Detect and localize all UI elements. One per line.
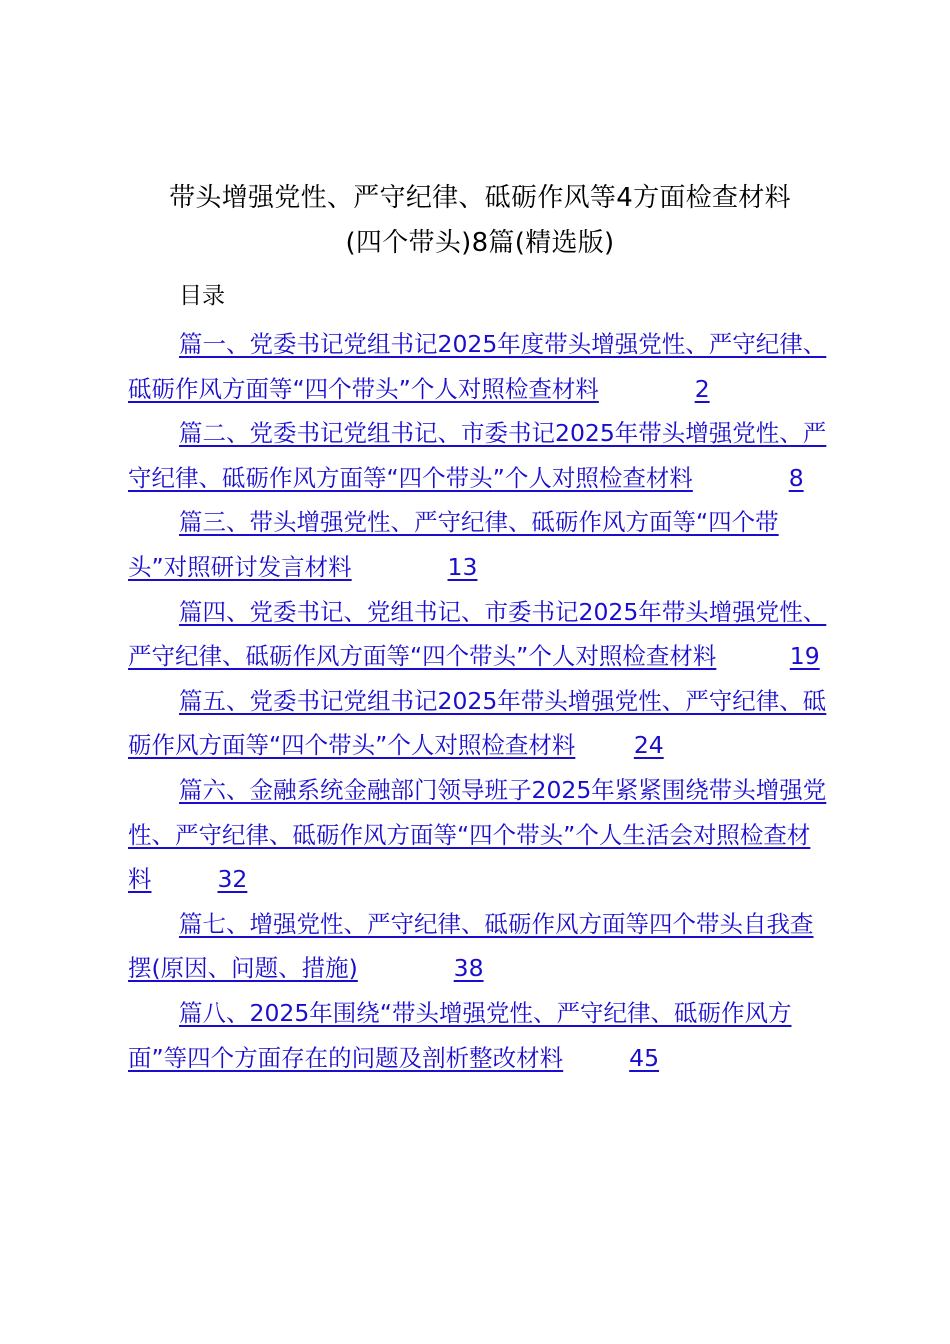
toc-entry-3[interactable] (128, 500, 832, 589)
toc-entry-page: 38 (453, 954, 484, 983)
toc-entry-text: 篇三、带头增强党性、严守纪律、砥砺作风方面等“四个带头”对照研讨发言材料 (128, 508, 779, 581)
toc-entry-page: 32 (217, 865, 248, 894)
toc-entry-page: 19 (789, 642, 820, 671)
toc-entry-page: 24 (633, 731, 664, 760)
document-title (120, 176, 840, 266)
table-of-contents (128, 322, 832, 1080)
toc-entry-text: 篇五、党委书记党组书记2025年带头增强党性、严守纪律、砥砺作风方面等“四个带头”个人对照检查材料 (128, 686, 827, 760)
toc-entry-page: 45 (629, 1043, 660, 1072)
toc-entry-8[interactable] (128, 991, 832, 1080)
toc-entry-text: 篇八、2025年围绕“带头增强党性、严守纪律、砥砺作风方面”等四个方面存在的问题及剖析整改材料 (128, 998, 792, 1072)
toc-entry-4[interactable] (128, 590, 832, 679)
toc-entry-7[interactable] (128, 902, 832, 991)
toc-entry-2[interactable] (128, 411, 832, 500)
document-title-line-2: (四个带头)8篇(精选版) (345, 228, 615, 258)
toc-entry-6[interactable] (128, 768, 832, 902)
toc-entry-5[interactable] (128, 679, 832, 768)
toc-entry-page: 2 (694, 374, 710, 403)
toc-entry-page: 8 (788, 463, 804, 492)
toc-entry-text: 篇六、金融系统金融部门领导班子2025年紧紧围绕带头增强党性、严守纪律、砥砺作风方面等“四个带头”个人生活会对照检查材料 (128, 775, 827, 894)
toc-entry-1[interactable] (128, 322, 832, 411)
toc-entry-text: 篇二、党委书记党组书记、市委书记2025年带头增强党性、严守纪律、砥砺作风方面等“四个带头”个人对照检查材料 (128, 419, 827, 492)
document-title-line-1: 带头增强党性、严守纪律、砥砺作风等4方面检查材料 (169, 183, 791, 213)
toc-entry-text: 篇七、增强党性、严守纪律、砥砺作风方面等四个带头自我查摆(原因、问题、措施) (128, 909, 814, 983)
toc-entry-page: 13 (447, 552, 478, 581)
toc-heading: 目录 (179, 283, 225, 309)
toc-entry-text: 篇四、党委书记、党组书记、市委书记2025年带头增强党性、严守纪律、砥砺作风方面等“四个带头”个人对照检查材料 (128, 597, 827, 671)
toc-entry-text: 篇一、党委书记党组书记2025年度带头增强党性、严守纪律、砥砺作风方面等“四个带头”个人对照检查材料 (128, 330, 827, 403)
